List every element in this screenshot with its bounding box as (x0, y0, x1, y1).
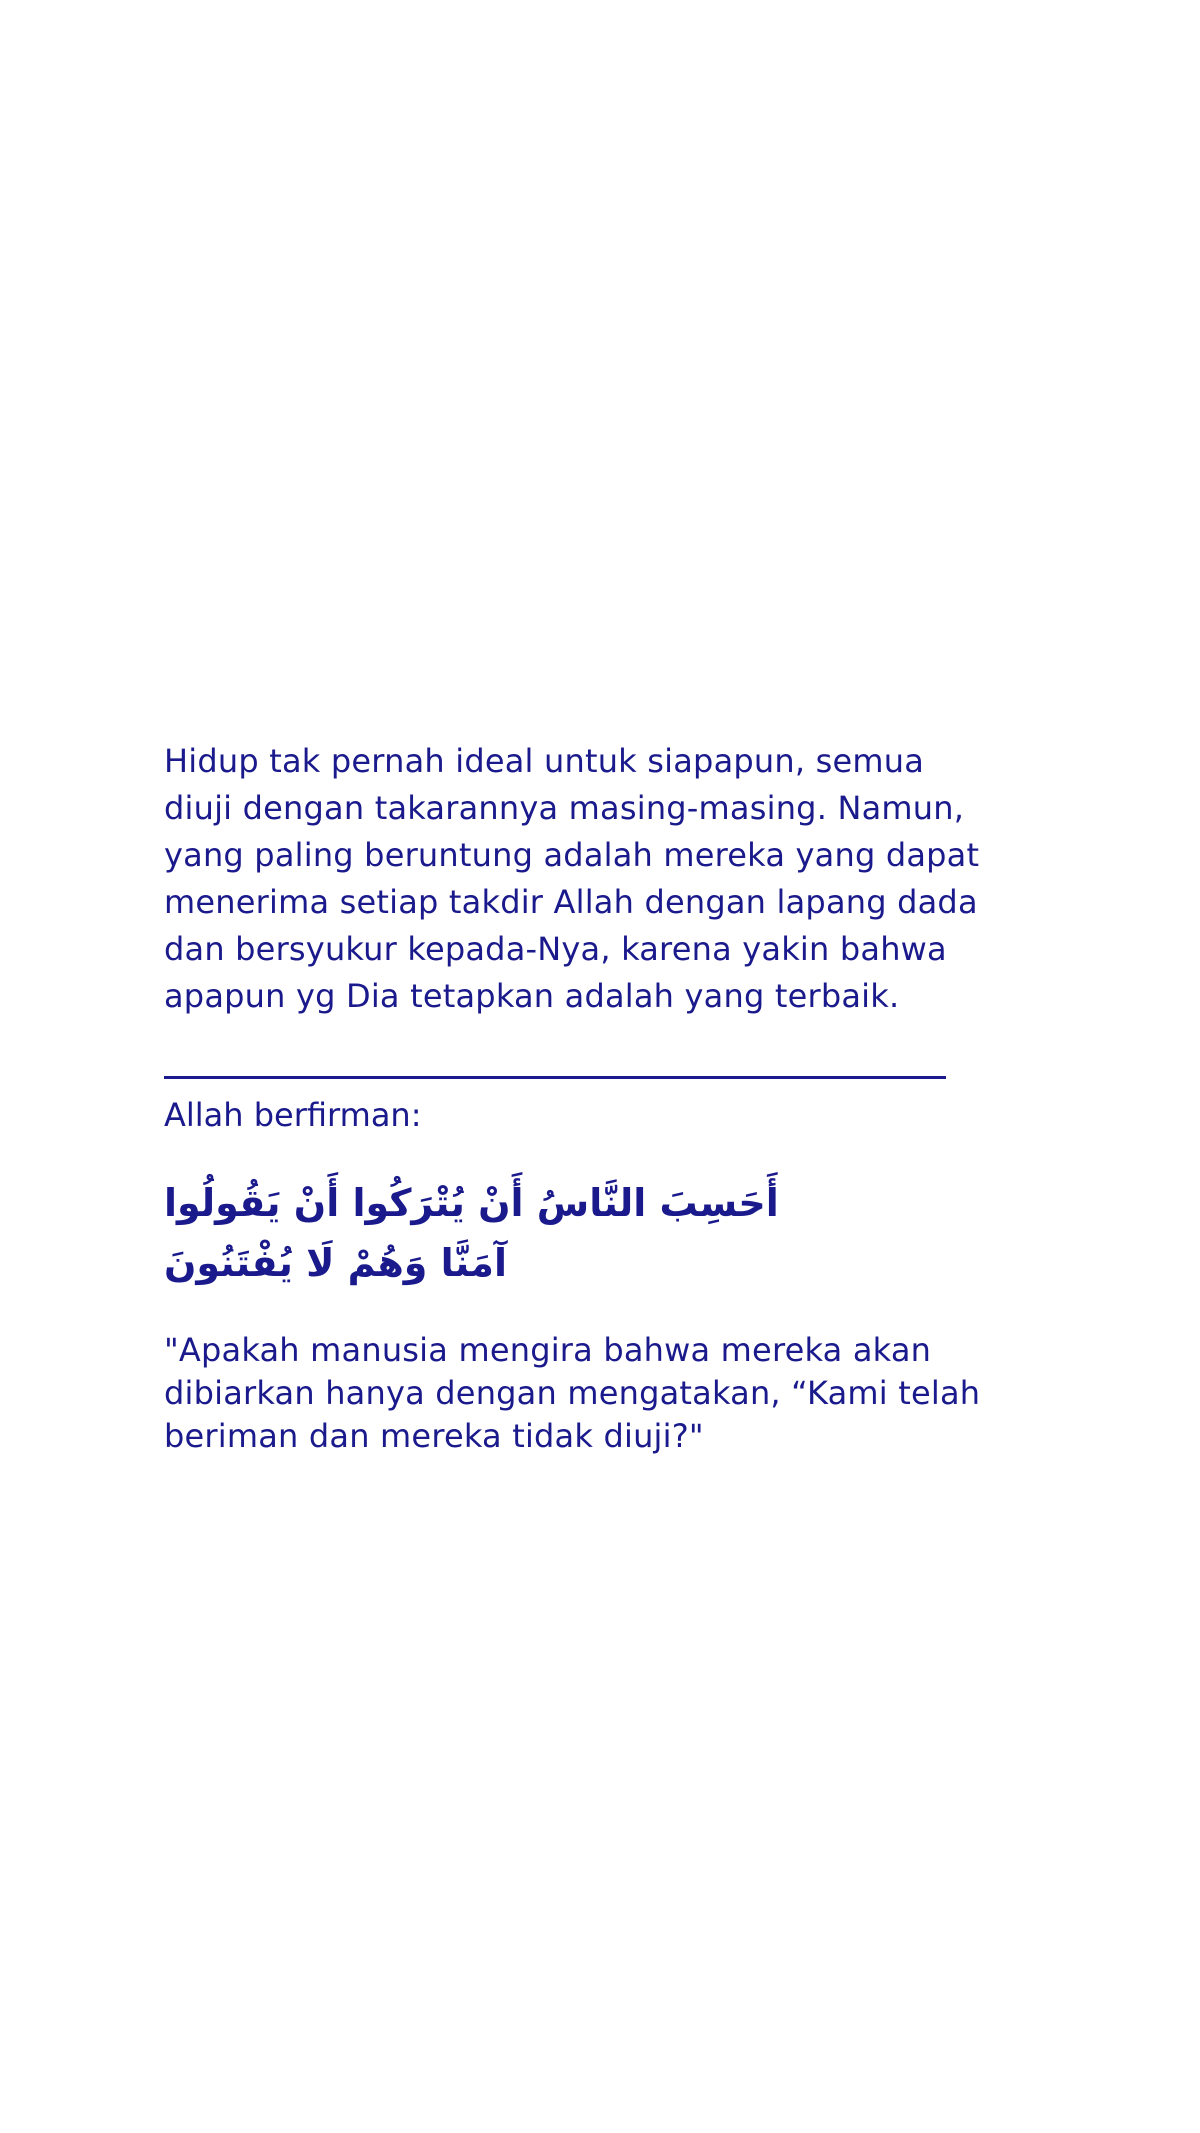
intro-line: Hidup tak pernah ideal untuk siapapun, semua (164, 742, 925, 780)
intro-line: yang paling beruntung adalah mereka yang dapat (164, 836, 980, 874)
translation-paragraph (164, 1329, 994, 1458)
intro-line: diuji dengan takarannya masing-masing. Namun, (164, 789, 965, 827)
arabic-verse: أَحَسِبَ النَّاسُ أَنْ يُتْرَكُوا أَنْ يَقُولُوا آمَنَّا وَهُمْ لَا يُفْتَنُونَ (164, 1181, 779, 1285)
translation-line: dibiarkan hanya dengan mengatakan, “Kami telah (164, 1374, 981, 1412)
intro-line: apapun yg Dia tetapkan adalah yang terbaik. (164, 977, 900, 1015)
translation-line: beriman dan mereka tidak diuji?" (164, 1417, 704, 1455)
intro-paragraph (164, 738, 994, 1020)
intro-line: dan bersyukur kepada-Nya, karena yakin bahwa (164, 930, 947, 968)
divider-line (164, 1076, 946, 1079)
lead-text: Allah berfirman: (164, 1096, 422, 1134)
post-content (164, 738, 994, 1458)
intro-line: menerima setiap takdir Allah dengan lapang dada (164, 883, 978, 921)
translation-line: "Apakah manusia mengira bahwa mereka akan (164, 1331, 932, 1369)
